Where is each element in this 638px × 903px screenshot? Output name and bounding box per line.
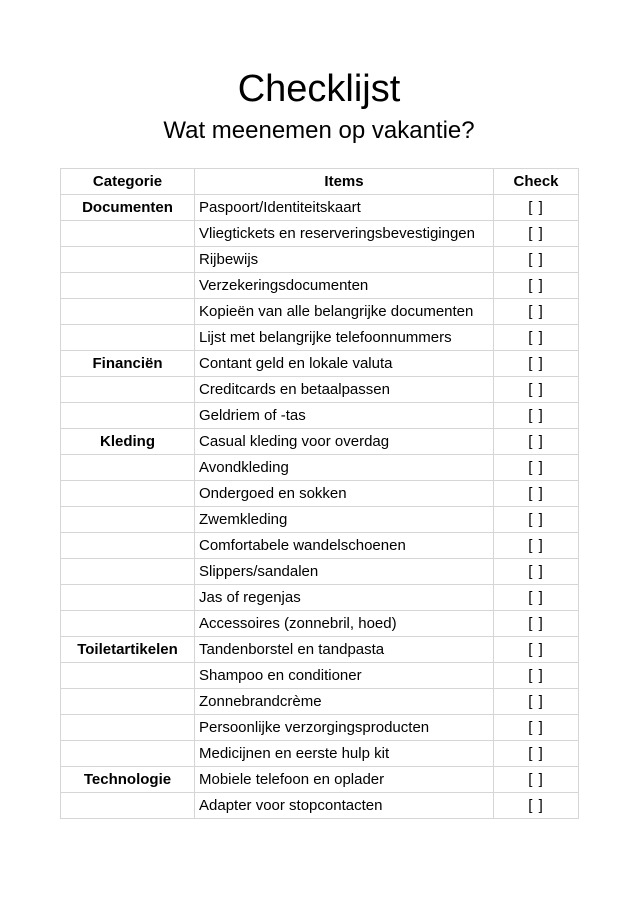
checkbox-cell[interactable]: [ ] (494, 767, 579, 793)
checkbox-cell[interactable]: [ ] (494, 351, 579, 377)
checkbox-cell[interactable]: [ ] (494, 299, 579, 325)
table-row (61, 195, 579, 221)
item-cell: Creditcards en betaalpassen (195, 377, 494, 403)
checkbox-cell[interactable]: [ ] (494, 793, 579, 819)
item-cell: Geldriem of -tas (195, 403, 494, 429)
item-cell: Kopieën van alle belangrijke documenten (195, 299, 494, 325)
checklist-body (61, 195, 579, 819)
category-cell (61, 455, 195, 481)
item-cell: Casual kleding voor overdag (195, 429, 494, 455)
table-row (61, 247, 579, 273)
checkbox-cell[interactable]: [ ] (494, 273, 579, 299)
checkbox-cell[interactable]: [ ] (494, 403, 579, 429)
checkbox-cell[interactable]: [ ] (494, 611, 579, 637)
table-row (61, 403, 579, 429)
category-cell (61, 533, 195, 559)
item-cell: Adapter voor stopcontacten (195, 793, 494, 819)
header-categorie: Categorie (61, 169, 195, 195)
category-cell (61, 611, 195, 637)
item-cell: Avondkleding (195, 455, 494, 481)
category-cell: Kleding (61, 429, 195, 455)
table-row (61, 455, 579, 481)
table-row (61, 429, 579, 455)
category-cell (61, 793, 195, 819)
page-title: Checklijst (237, 68, 401, 110)
table-row (61, 221, 579, 247)
item-cell: Verzekeringsdocumenten (195, 273, 494, 299)
category-cell (61, 559, 195, 585)
category-cell: Documenten (61, 195, 195, 221)
header-check: Check (494, 169, 579, 195)
checkbox-cell[interactable]: [ ] (494, 533, 579, 559)
checkbox-cell[interactable]: [ ] (494, 663, 579, 689)
checkbox-cell[interactable]: [ ] (494, 455, 579, 481)
category-cell (61, 299, 195, 325)
category-cell: Technologie (61, 767, 195, 793)
category-cell (61, 403, 195, 429)
checkbox-cell[interactable]: [ ] (494, 325, 579, 351)
item-cell: Zonnebrandcrème (195, 689, 494, 715)
category-cell (61, 741, 195, 767)
category-cell (61, 585, 195, 611)
item-cell: Accessoires (zonnebril, hoed) (195, 611, 494, 637)
item-cell: Zwemkleding (195, 507, 494, 533)
checkbox-cell[interactable]: [ ] (494, 637, 579, 663)
category-cell (61, 377, 195, 403)
table-row (61, 507, 579, 533)
table-row (61, 533, 579, 559)
table-row (61, 663, 579, 689)
category-cell (61, 507, 195, 533)
checkbox-cell[interactable]: [ ] (494, 481, 579, 507)
item-cell: Rijbewijs (195, 247, 494, 273)
category-cell (61, 689, 195, 715)
item-cell: Persoonlijke verzorgingsproducten (195, 715, 494, 741)
table-row (61, 481, 579, 507)
checkbox-cell[interactable]: [ ] (494, 429, 579, 455)
checkbox-cell[interactable]: [ ] (494, 715, 579, 741)
checkbox-cell[interactable]: [ ] (494, 377, 579, 403)
item-cell: Shampoo en conditioner (195, 663, 494, 689)
category-cell (61, 273, 195, 299)
item-cell: Tandenborstel en tandpasta (195, 637, 494, 663)
checkbox-cell[interactable]: [ ] (494, 221, 579, 247)
table-row (61, 689, 579, 715)
item-cell: Contant geld en lokale valuta (195, 351, 494, 377)
item-cell: Medicijnen en eerste hulp kit (195, 741, 494, 767)
item-cell: Vliegtickets en reserveringsbevestigingen (195, 221, 494, 247)
table-row (61, 793, 579, 819)
item-cell: Jas of regenjas (195, 585, 494, 611)
table-row (61, 611, 579, 637)
table-row (61, 273, 579, 299)
header-items: Items (195, 169, 494, 195)
category-cell (61, 481, 195, 507)
table-row (61, 585, 579, 611)
table-row (61, 559, 579, 585)
table-row (61, 637, 579, 663)
table-row (61, 299, 579, 325)
checkbox-cell[interactable]: [ ] (494, 195, 579, 221)
checklist-table (60, 168, 579, 819)
table-row (61, 715, 579, 741)
item-cell: Slippers/sandalen (195, 559, 494, 585)
checkbox-cell[interactable]: [ ] (494, 741, 579, 767)
checkbox-cell[interactable]: [ ] (494, 507, 579, 533)
category-cell (61, 715, 195, 741)
category-cell (61, 663, 195, 689)
checkbox-cell[interactable]: [ ] (494, 559, 579, 585)
checkbox-cell[interactable]: [ ] (494, 585, 579, 611)
category-cell (61, 325, 195, 351)
item-cell: Mobiele telefoon en oplader (195, 767, 494, 793)
table-row (61, 351, 579, 377)
item-cell: Comfortabele wandelschoenen (195, 533, 494, 559)
category-cell (61, 247, 195, 273)
item-cell: Lijst met belangrijke telefoonnummers (195, 325, 494, 351)
item-cell: Ondergoed en sokken (195, 481, 494, 507)
table-row (61, 377, 579, 403)
page-subtitle: Wat meenemen op vakantie? (163, 117, 475, 144)
category-cell: Financiën (61, 351, 195, 377)
checkbox-cell[interactable]: [ ] (494, 689, 579, 715)
table-row (61, 741, 579, 767)
checkbox-cell[interactable]: [ ] (494, 247, 579, 273)
table-header-row (61, 169, 579, 195)
item-cell: Paspoort/Identiteitskaart (195, 195, 494, 221)
category-cell: Toiletartikelen (61, 637, 195, 663)
table-row (61, 325, 579, 351)
table-row (61, 767, 579, 793)
category-cell (61, 221, 195, 247)
